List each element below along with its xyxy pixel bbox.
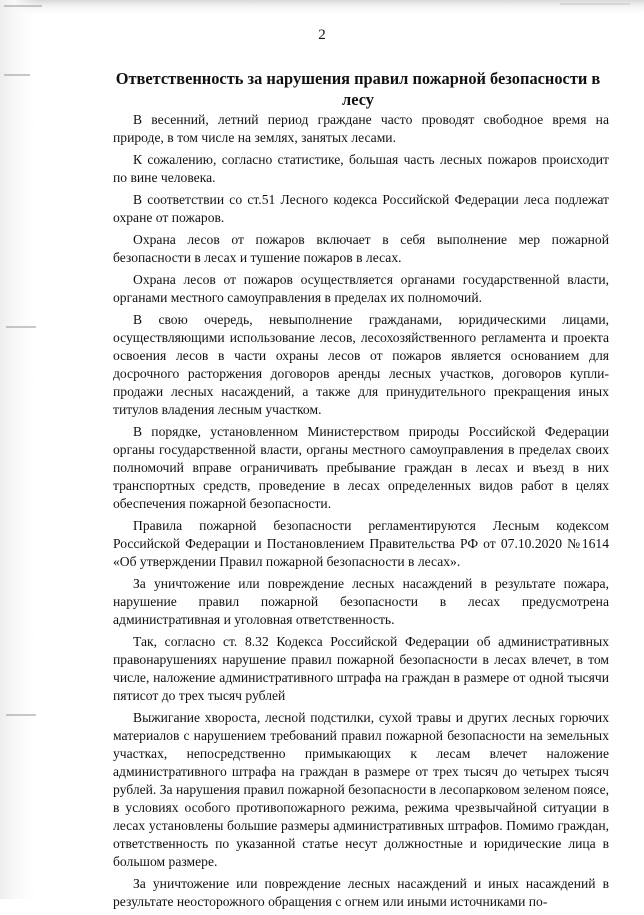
page-number: 2 <box>318 27 326 43</box>
paragraph: В свою очередь, невыполнение гражданами, юридическими лицами, осуществляющими использование лесов, лесохозяйственного регламента и проекта освоения лесов в части охраны лесов от пожаров является основанием для досрочного расторжения договоров аренды лесных участков, договоров купли-продажи лесных насаждений, а также для принудительного прекращения иных титулов владения лесным участком. <box>113 312 609 417</box>
document-title: Ответственность за нарушения правил пожарной безопасности в лесу <box>115 69 601 109</box>
paragraph: Выжигание хвороста, лесной подстилки, сухой травы и других лесных горючих материалов с нарушением требований правил пожарной безопасности на земельных участках, непосредственно примыкающих к лесам влечет наложение административного штрафа на граждан в размере от трех тысяч до четырех тысяч рублей. За нарушения правил пожарной безопасности в лесопарковом зеленом поясе, в условиях особого противопожарного режима, режима чрезвычайной ситуации в лесах установлены большие размеры административных штрафов. Помимо граждан, ответственность по указанной статье несут должностные и юридические лица в большом размере. <box>113 710 609 869</box>
scan-left-edge <box>0 0 36 899</box>
document-body <box>113 111 609 915</box>
paragraph: За уничтожение или повреждение лесных насаждений в результате пожара, нарушение правил пожарной безопасности в лесах предусмотрена административная и уголовная ответственность. <box>113 576 609 627</box>
scan-speck <box>4 5 42 7</box>
paragraph: В соответствии со ст.51 Лесного кодекса Российской Федерации леса подлежат охране от пожаров. <box>113 192 609 225</box>
scan-speck <box>6 326 36 328</box>
scan-top-edge <box>0 0 644 14</box>
scan-speck <box>560 3 630 5</box>
paragraph: Охрана лесов от пожаров включает в себя выполнение мер пожарной безопасности в лесах и тушение пожаров в лесах. <box>113 232 609 265</box>
paragraph: За уничтожение или повреждение лесных насаждений и иных насаждений в результате неосторожного обращения с огнем или иными источниками по- <box>113 876 609 909</box>
paragraph: Правила пожарной безопасности регламентируются Лесным кодексом Российской Федерации и Постановлением Правительства РФ от 07.10.2020 №1614 «Об утверждении Правил пожарной безопасности в лесах». <box>113 518 609 569</box>
scan-speck <box>4 74 30 76</box>
paragraph: В порядке, установленном Министерством природы Российской Федерации органы государственной власти, органы местного самоуправления в пределах своих полномочий вправе ограничивать пребывание граждан в лесах и въезд в них транспортных средств, проведение в лесах определенных видов работ в целях обеспечения пожарной безопасности. <box>113 424 609 511</box>
paragraph: Так, согласно ст. 8.32 Кодекса Российской Федерации об административных правонарушениях нарушение правил пожарной безопасности в лесах влечет, в том числе, наложение административного штрафа на граждан в размере от одной тысячи пятисот до трех тысяч рублей <box>113 634 609 703</box>
paragraph: К сожалению, согласно статистике, большая часть лесных пожаров происходит по вине человека. <box>113 152 609 185</box>
scan-speck <box>6 714 36 716</box>
paragraph: В весенний, летний период граждане часто проводят свободное время на природе, в том числе на землях, занятых лесами. <box>113 112 609 145</box>
paragraph: Охрана лесов от пожаров осуществляется органами государственной власти, органами местного самоуправления в пределах их полномочий. <box>113 272 609 305</box>
